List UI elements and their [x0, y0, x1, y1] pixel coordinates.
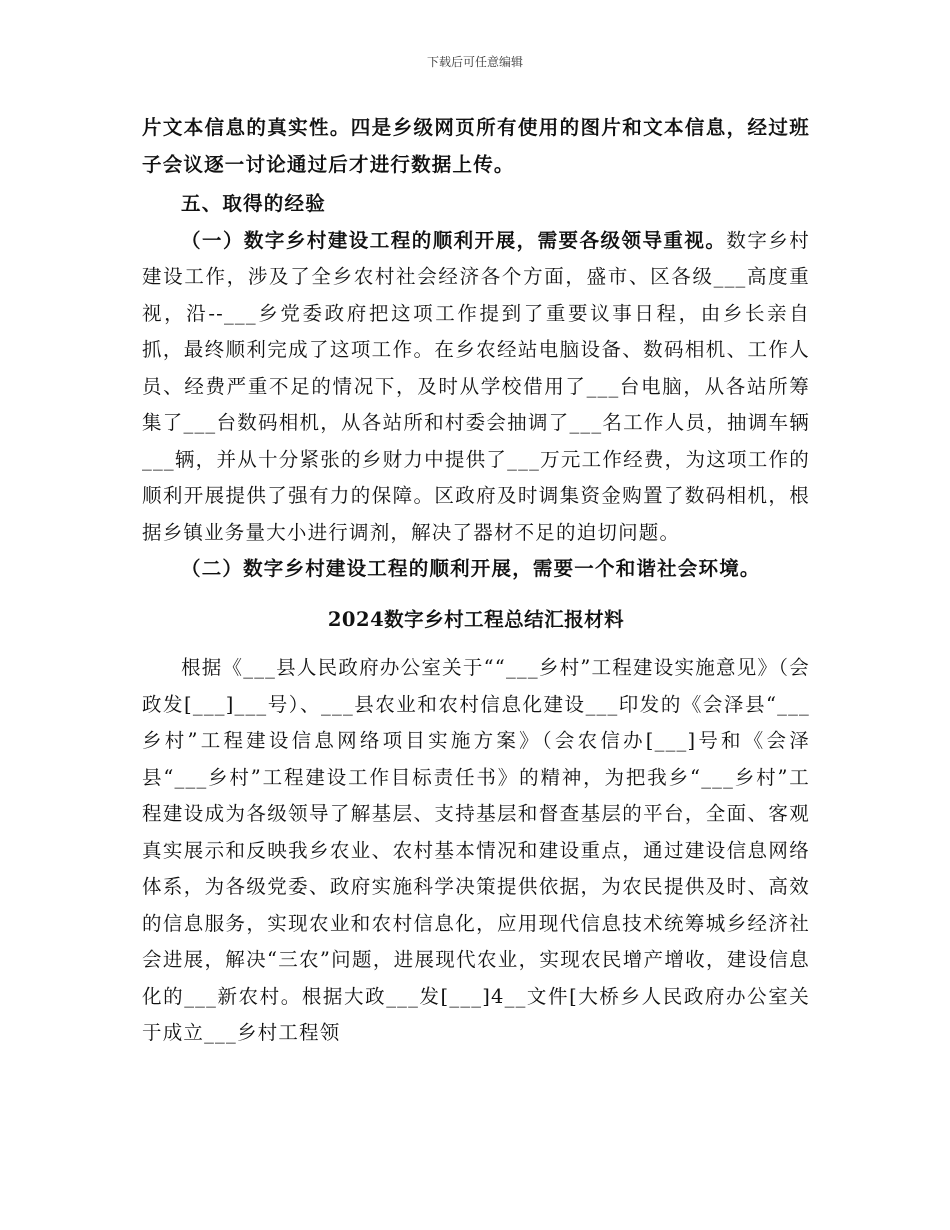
- paragraph-leadership-body: 数字乡村建设工作，涉及了全乡农村社会经济各个方面，盛市、区各级___高度重视，沿--___乡党委政府把这项工作提到了重要议事日程，由乡长亲自抓，最终顺利完成了这项工作。在乡农经站电脑设备、数码相机、工作人员、经费严重不足的情况下，及时从学校借用了___台电脑，从各站所筹集了___台数码相机，从各站所和村委会抽调了___名工作人员，抽调车辆___辆，并从十分紧张的乡财力中提供了___万元工作经费，为这项工作的顺利开展提供了强有力的保障。区政府及时调集资金购置了数码相机，根据乡镇业务量大小进行调剂，解决了器材不足的迫切问题。: [142, 228, 810, 544]
- document-body: [142, 110, 810, 1052]
- page-header-note: 下载后可任意编辑: [426, 55, 523, 69]
- paragraph-leadership-lead: （一）数字乡村建设工程的顺利开展，需要各级领导重视。: [181, 228, 727, 252]
- paragraph-continuation: 片文本信息的真实性。四是乡级网页所有使用的图片和文本信息，经过班子会议逐一讨论通过后才进行数据上传。: [142, 116, 810, 176]
- document-title: 2024数字乡村工程总结汇报材料: [327, 607, 625, 631]
- section-heading-five: 五、取得的经验: [181, 192, 326, 215]
- paragraph-leadership: [142, 223, 810, 552]
- paragraph-report-body: 根据《___县人民政府办公室关于““___乡村”工程建设实施意见》（会政发[___]___号）、___县农业和农村信息化建设___印发的《会泽县“___乡村”工程建设信息网络项目实施方案》（会农信办[___]号和《会泽县“___乡村”工程建设工作目标责任书》的精神，为把我乡“___乡村”工程建设成为各级领导了解基层、支持基层和督查基层的平台，全面、客观真实展示和反映我乡农业、农村基本情况和建设重点，通过建设信息网络体系，为各级党委、政府实施科学决策提供依据，为农民提供及时、高效的信息服务，实现农业和农村信息化，应用现代信息技术统筹城乡经济社会进展，解决“三农”问题，进展现代农业，实现农民增产增收，建设信息化的___新农村。根据大政___发[___]4__文件[大桥乡人民政府办公室关于成立___乡村工程领: [142, 656, 810, 1044]
- paragraph-social-environment: （二）数字乡村建设工程的顺利开展，需要一个和谐社会环境。: [181, 557, 761, 580]
